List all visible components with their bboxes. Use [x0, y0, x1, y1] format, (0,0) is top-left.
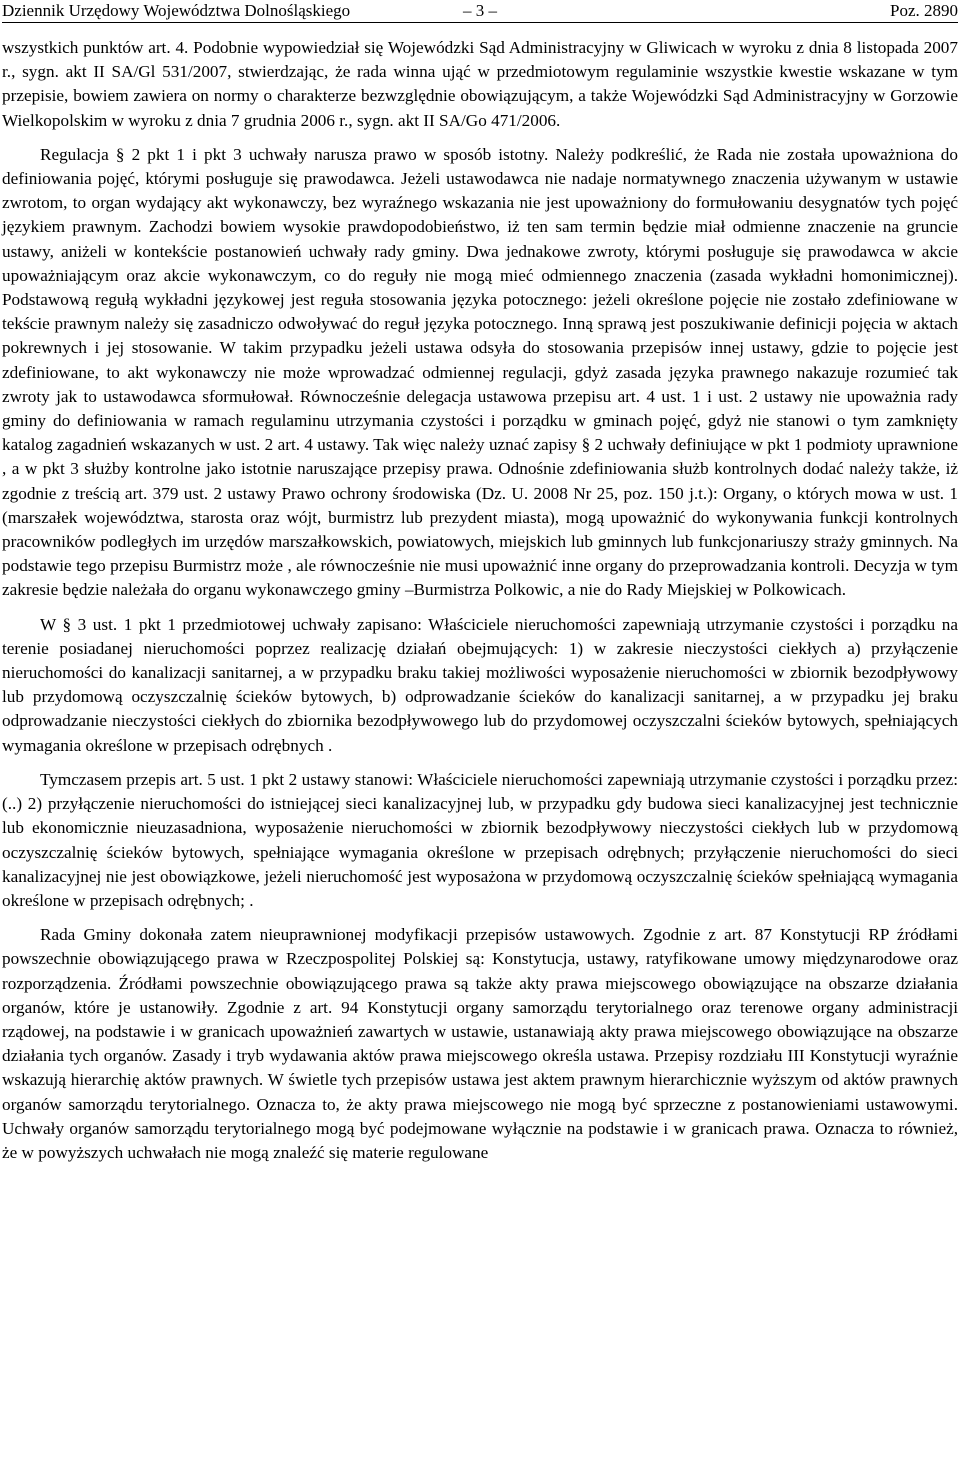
journal-title: Dziennik Urzędowy Województwa Dolnośląskiego [2, 1, 351, 20]
paragraph-3: W § 3 ust. 1 pkt 1 przedmiotowej uchwały zapisano: Właściciele nieruchomości zapewniają utrzymanie czystości i porządku na terenie posiadanej nieruchomości poprzez realizację działań obejmujących: 1) w zakresie nieczystości ciekłych a) przyłączenie nieruchomości do kanalizacji sanitarnej, a w przypadku braku takiej możliwości wyposażenie nieruchomości w zbiornik bezodpływowy lub przydomową oczyszczalnię ścieków bytowych, b) odprowadzanie ścieków do kanalizacji sanitarnej, a w przypadku jej braku odprowadzanie nieczystości ciekłych do zbiornika bezodpływowego lub do przydomowej oczyszczalni ścieków bytowych, spełniających wymagania określone w przepisach odrębnych . [2, 614, 958, 755]
position-number: Poz. 2890 [890, 1, 958, 20]
page-header [2, 0, 958, 23]
page-number: – 3 – [463, 1, 497, 20]
paragraph-4: Tymczasem przepis art. 5 ust. 1 pkt 2 ustawy stanowi: Właściciele nieruchomości zapewniają utrzymanie czystości i porządku przez: (..) 2) przyłączenie nieruchomości do istniejącej sieci kanalizacyjnej lub, w przypadku gdy budowa sieci kanalizacyjnej jest technicznie lub ekonomicznie nieuzasadniona, wyposażenie nieruchomości w zbiornik bezodpływowy nieczystości ciekłych lub w przydomową oczyszczalnię ścieków bytowych, spełniające wymagania określone w przepisach odrębnych; przyłączenie nieruchomości do sieci kanalizacyjnej nie jest obowiązkowe, jeżeli nieruchomość jest wyposażona w przydomową oczyszczalnię ścieków spełniającą wymagania określone w przepisach odrębnych; . [2, 769, 958, 910]
paragraph-2: Regulacja § 2 pkt 1 i pkt 3 uchwały narusza prawo w sposób istotny. Należy podkreślić, że Rada nie została upoważniona do definiowania pojęć, którymi posługuje się prawodawca. Jeżeli ustawodawca nie nadaje normatywnego znaczenia używanym w ustawie zwrotom, to organ wydający akt wykonawczy, bez wyraźnego wskazania nie jest upoważniony do formułowaniu desygnatów tych pojęć językiem prawnym. Zachodzi bowiem wysokie prawdopodobieństwo, iż ten sam termin będzie miał odmienne znaczenie na gruncie ustawy, aniżeli w kontekście postanowień uchwały rady gminy. Dwa jednakowe zwroty, którymi posługuje się prawodawca w akcie upoważniającym oraz akcie wykonawczym, co do reguły nie mogą mieć odmiennego znaczenia (zasada wykładni homonimicznej). Podstawową regułą wykładni językowej jest reguła stosowania języka potocznego: jeżeli określone pojęcie nie zostało zdefiniowane w tekście prawnym należy się zasadniczo odwoływać do reguł języka potocznego. Inną sprawą jest poszukiwanie definicji pojęcia w aktach pokrewnych i jej stosowanie. W takim przypadku jeżeli ustawa odsyła do stosowania przepisów innej ustawy, gdzie to pojęcie jest zdefiniowane, to akt wykonawczy nie może wprowadzać odmiennej regulacji, gdyż zasada języka prawnego nakazuje rozumieć tak zwroty jak to ustawodawca sformułował. Równocześnie delegacja ustawowa przepisu art. 4 ust. 1 i ust. 2 ustawy nie upoważnia rady gminy do definiowania w ramach regulaminu utrzymania czystości i porządku w gminach pojęć, gdyż nie stanowi o tym zamknięty katalog zagadnień wskazanych w ust. 2 art. 4 ustawy. Tak więc należy uznać zapisy § 2 uchwały definiujące w pkt 1 podmioty uprawnione , a w pkt 3 służby kontrolne jako istotnie naruszające przepisy prawa. Odnośnie zdefiniowania służb kontrolnych dodać należy także, iż zgodnie z treścią art. 379 ust. 2 ustawy Prawo ochrony środowiska (Dz. U. 2008 Nr 25, poz. 150 j.t.): Organy, o których mowa w ust. 1 (marszałek województwa, starosta oraz wójt, burmistrz lub prezydent miasta), mogą upoważnić do wykonywania funkcji kontrolnych pracowników podległych im urzędów marszałkowskich, powiatowych, miejskich lub gminnych lub funkcjonariuszy straży gminnych. Na podstawie tego przepisu Burmistrz może , ale równocześnie nie musi upoważnić inne organy do przeprowadzania kontroli. Decyzja w tym zakresie będzie należała do organu wykonawczego gminy –Burmistrza Polkowic, a nie do Rady Miejskiej w Polkowicach. [2, 144, 958, 600]
paragraph-1: wszystkich punktów art. 4. Podobnie wypowiedział się Wojewódzki Sąd Administracyjny w Gliwicach w wyroku z dnia 8 listopada 2007 r., sygn. akt II SA/Gl 531/2007, stwierdzając, że rada winna ująć w przedmiotowym regulaminie wszystkie kwestie wskazane w tym przepisie, bowiem zawiera on normy o charakterze bezwzględnie obowiązującym, a także Wojewódzki Sąd Administracyjny w Gorzowie Wielkopolskim w wyroku z dnia 7 grudnia 2006 r., sygn. akt II SA/Go 471/2006. [2, 38, 958, 130]
paragraph-5: Rada Gminy dokonała zatem nieuprawnionej modyfikacji przepisów ustawowych. Zgodnie z art. 87 Konstytucji RP źródłami powszechnie obowiązującego prawa w Rzeczpospolitej Polskiej są: Konstytucja, ustawy, ratyfikowane umowy międzynarodowe oraz rozporządzenia. Źródłami powszechnie obowiązującego prawa są także akty prawa miejscowego obowiązujące na obszarze działania organów, które je ustanowiły. Zgodnie z art. 94 Konstytucji organy samorządu terytorialnego oraz terenowe organy administracji rządowej, na podstawie i w granicach upoważnień zawartych w ustawie, ustanawiają akty prawa miejscowego obowiązujące na obszarze działania tych organów. Zasady i tryb wydawania aktów prawa miejscowego określa ustawa. Przepisy rozdziału III Konstytucji wyraźnie wskazują hierarchię aktów prawnych. W świetle tych przepisów ustawa jest aktem prawnym hierarchicznie wyższym od aktów prawnych organów samorządu terytorialnego. Oznacza to, że akty prawa miejscowego nie mogą być sprzeczne z postanowieniami ustawowymi. Uchwały organów samorządu terytorialnego mogą być podejmowane wyłącznie na podstawie i w granicach prawa. Oznacza to również, że w powyższych uchwałach nie mogą znaleźć się materie regulowane [2, 925, 958, 1162]
document-body [2, 36, 958, 1165]
